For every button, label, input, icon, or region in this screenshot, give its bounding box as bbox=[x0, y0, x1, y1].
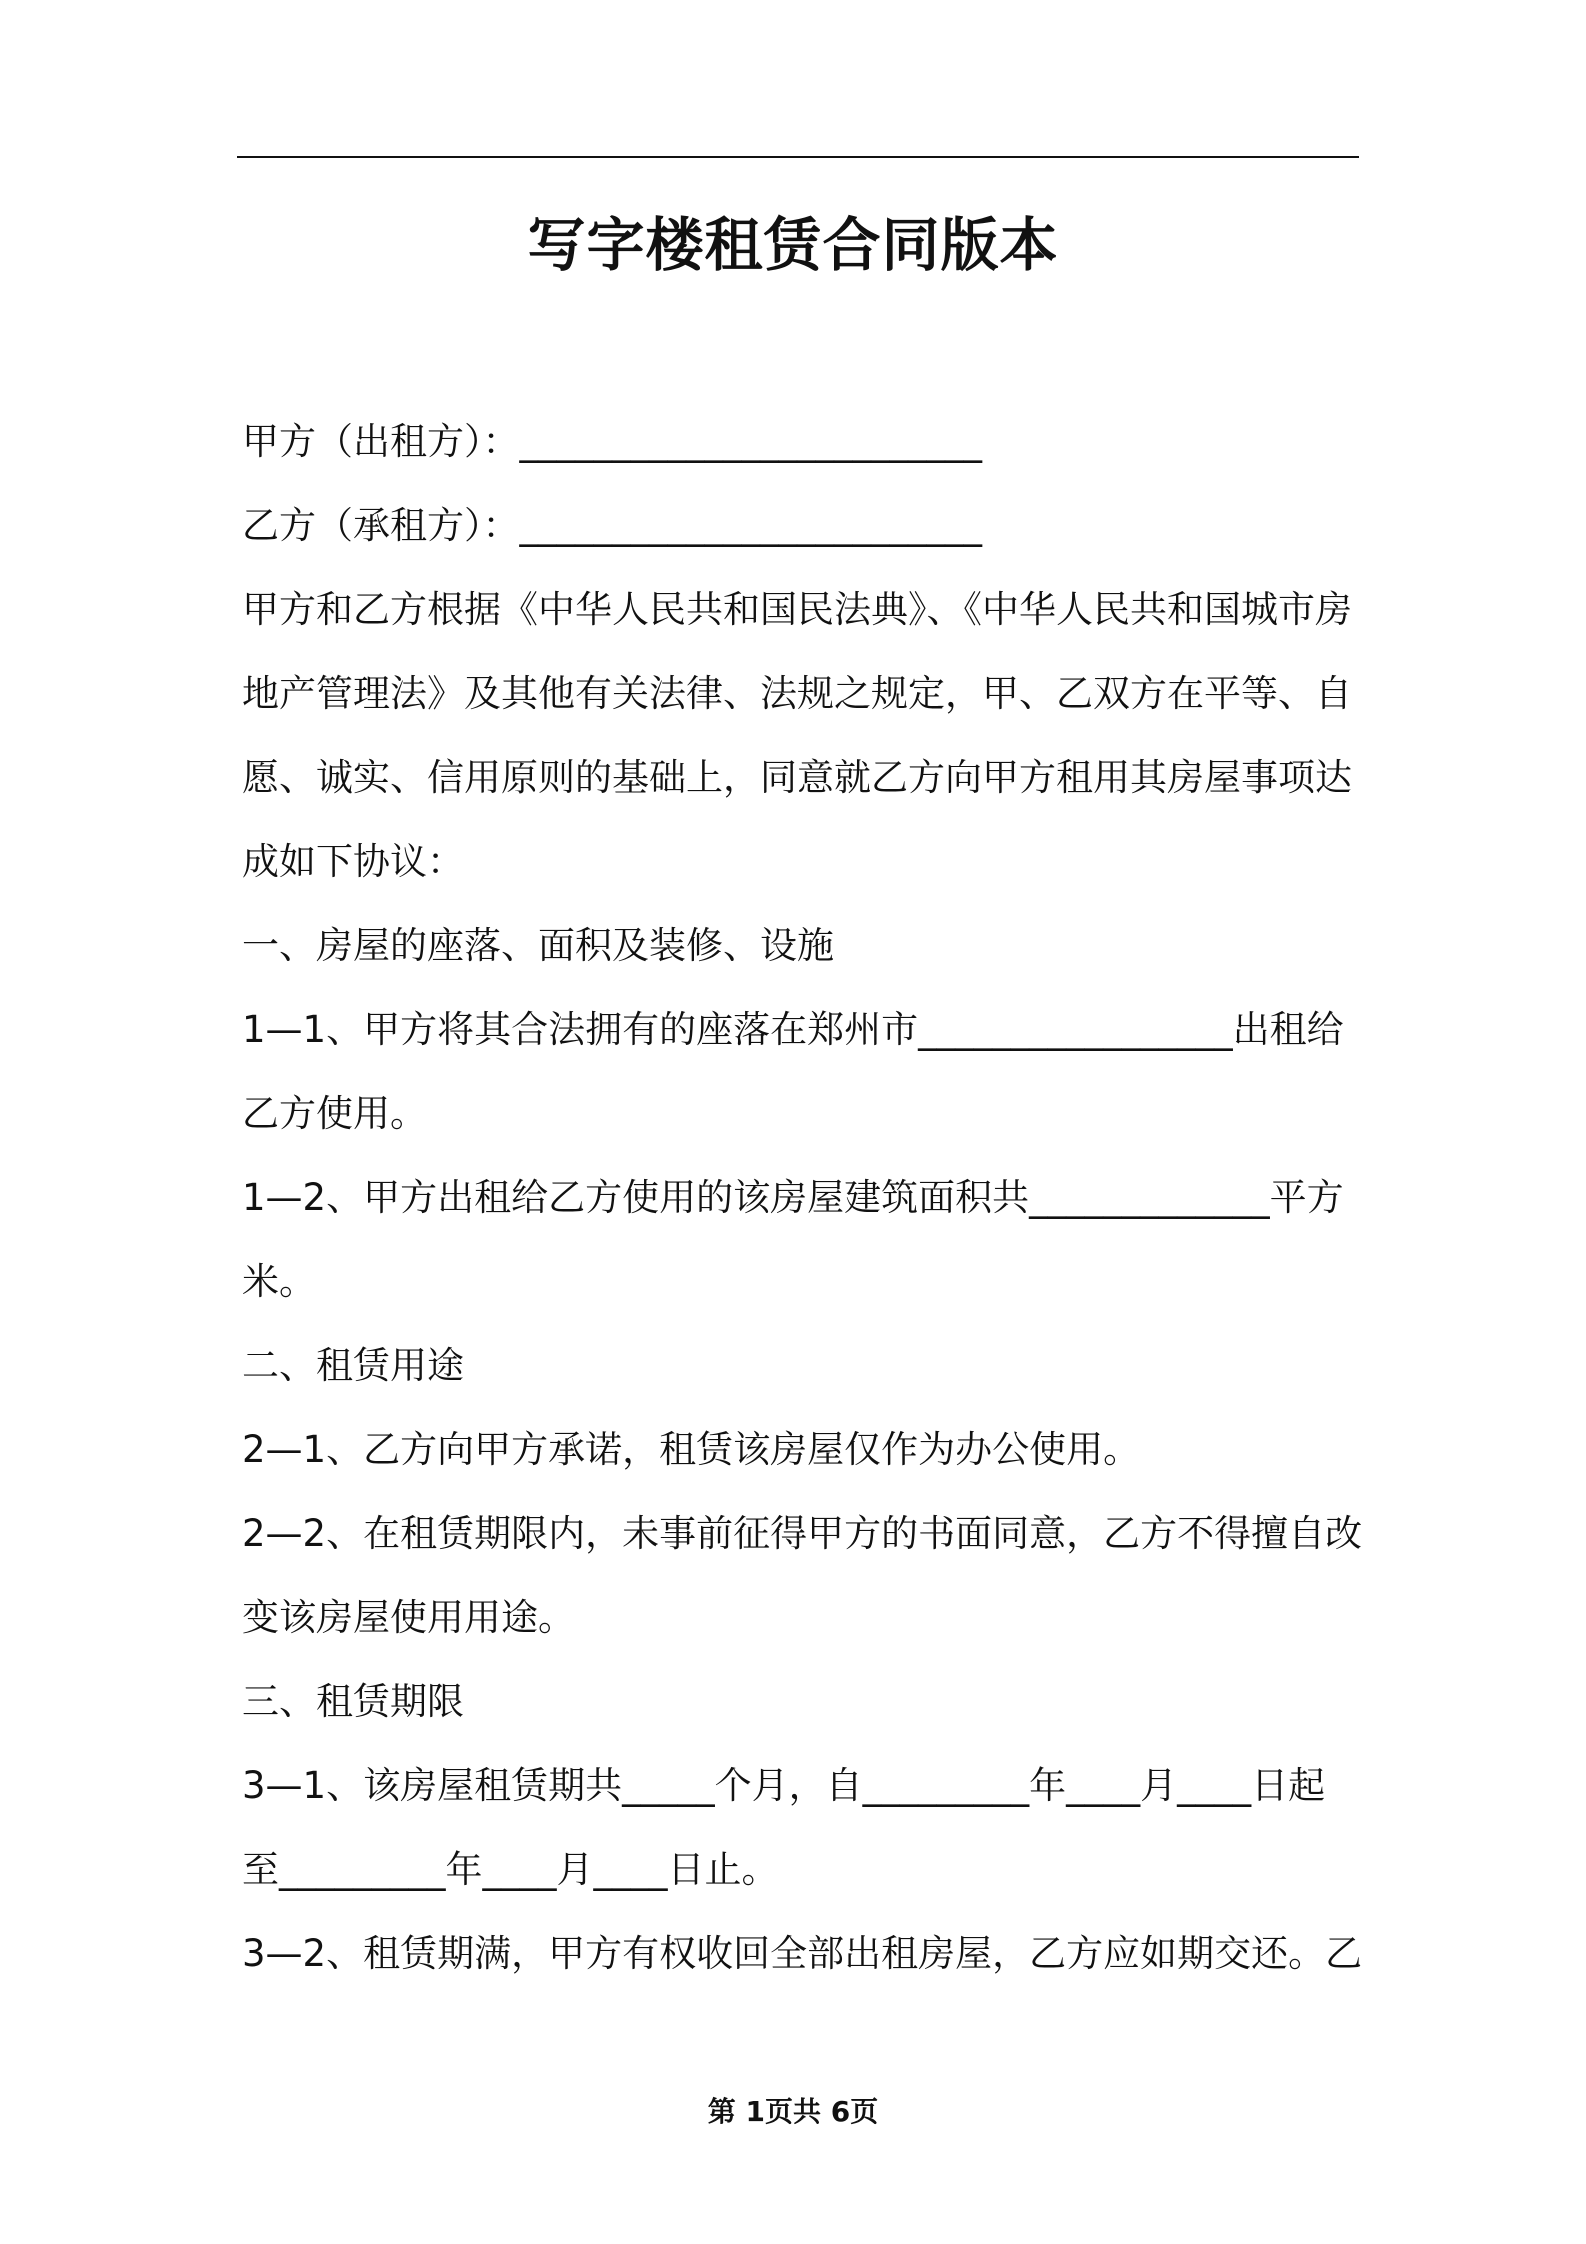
clause-line: 2—2、在租赁期限内，未事前征得甲方的书面同意，乙方不得擅自改 bbox=[242, 1512, 1363, 1555]
paragraph-line: 成如下协议： bbox=[242, 840, 464, 883]
clause-line: 乙方使用。 bbox=[242, 1092, 427, 1135]
document-body bbox=[242, 400, 1363, 1996]
clause-line: 3—2、租赁期满，甲方有权收回全部出租房屋，乙方应如期交还。乙 bbox=[242, 1932, 1363, 1975]
document-title: 写字楼租赁合同版本 bbox=[527, 211, 1059, 279]
clause-line: 变该房屋使用用途。 bbox=[242, 1596, 575, 1639]
clause-line: 3—1、该房屋租赁期共_____个月，自_________年____月____日起 bbox=[242, 1764, 1326, 1807]
paragraph-line: 愿、诚实、信用原则的基础上，同意就乙方向甲方租用其房屋事项达 bbox=[242, 756, 1352, 799]
clause-line: 2—1、乙方向甲方承诺，租赁该房屋仅作为办公使用。 bbox=[242, 1428, 1141, 1471]
page-number: 第 1页共 6页 bbox=[707, 2095, 879, 2128]
clause-line: 1—1、甲方将其合法拥有的座落在郑州市_________________出租给 bbox=[242, 1008, 1344, 1051]
section-heading: 三、租赁期限 bbox=[242, 1680, 464, 1723]
paragraph-line: 地产管理法》及其他有关法律、法规之规定，甲、乙双方在平等、自 bbox=[242, 672, 1352, 715]
clause-line: 1—2、甲方出租给乙方使用的该房屋建筑面积共_____________平方 bbox=[242, 1176, 1344, 1219]
party-b-line: 乙方（承租方）：_________________________ bbox=[242, 504, 982, 547]
clause-line: 至_________年____月____日止。 bbox=[242, 1848, 779, 1891]
section-heading: 二、租赁用途 bbox=[242, 1344, 464, 1387]
party-a-line: 甲方（出租方）：_________________________ bbox=[242, 420, 982, 463]
header-rule bbox=[237, 156, 1359, 158]
section-heading: 一、房屋的座落、面积及装修、设施 bbox=[242, 924, 834, 967]
paragraph-line: 甲方和乙方根据《中华人民共和国民法典》、《中华人民共和国城市房 bbox=[242, 588, 1352, 631]
clause-line: 米。 bbox=[242, 1260, 316, 1303]
